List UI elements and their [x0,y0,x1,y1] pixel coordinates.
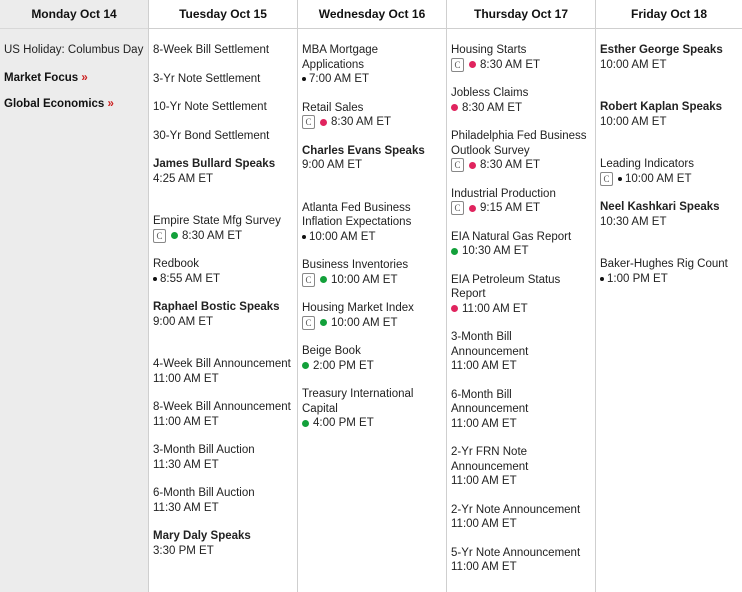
event-name[interactable]: Empire State Mfg Survey [153,215,281,227]
calendar-event[interactable] [451,43,591,72]
event-name[interactable]: James Bullard Speaks [153,158,276,170]
calendar-event[interactable] [153,214,293,243]
global-economics-link[interactable]: Global Economics » [4,97,114,110]
calendar-event[interactable] [302,144,442,173]
event-time-row [302,115,442,130]
event-name[interactable]: Baker-Hughes Rig Count [600,258,728,270]
calendar-event[interactable] [600,157,738,186]
calendar-event[interactable] [153,72,293,87]
event-time: 11:00 AM ET [462,302,528,315]
event-time: 11:00 AM ET [153,415,219,428]
event-time-row [153,172,293,187]
calendar-event[interactable] [302,201,442,245]
event-name[interactable]: 3-Month Bill Auction [153,444,255,456]
consensus-icon[interactable]: C [302,316,315,330]
day-column-wednesday [298,0,447,592]
event-time: 11:00 AM ET [451,475,517,487]
event-time-row [600,115,738,130]
red-dot-icon [451,305,458,312]
event-time-row [302,72,442,87]
calendar-event[interactable] [153,486,293,515]
event-time: 10:00 AM ET [309,230,376,243]
event-time: 8:30 AM ET [331,116,392,128]
event-time-row [302,416,442,431]
event-time: 10:00 AM ET [331,316,398,329]
event-time: 11:00 AM ET [451,417,517,430]
black-dot-icon [600,277,604,281]
consensus-icon[interactable]: C [153,229,166,243]
event-time-row [451,417,591,432]
event-time-row [302,230,442,245]
event-time: 1:00 PM ET [607,272,668,285]
green-dot-icon [320,319,327,326]
event-name[interactable]: 6-Month Bill Announcement [451,388,529,415]
calendar-event[interactable] [153,529,293,558]
event-time: 11:30 AM ET [153,501,219,514]
calendar-event[interactable] [600,257,738,286]
event-time-row [302,316,442,331]
event-time: 9:00 AM ET [302,159,363,171]
event-name[interactable]: 30-Yr Bond Settlement [153,129,270,142]
calendar-event[interactable] [153,100,293,115]
calendar-event[interactable] [451,129,591,173]
chevron-right-icon: » [81,71,88,84]
event-name[interactable]: MBA Mortgage Applications [302,44,379,71]
event-time-row [153,544,293,559]
event-name[interactable]: 2-Yr FRN Note Announcement [451,446,529,473]
event-name[interactable]: Charles Evans Speaks [302,144,425,157]
event-time: 8:30 AM ET [480,159,541,171]
calendar-event[interactable] [153,257,293,286]
event-name[interactable]: Housing Starts [451,44,527,56]
event-name[interactable]: 8-Week Bill Announcement [153,401,291,413]
event-name[interactable]: Robert Kaplan Speaks [600,101,723,113]
event-time-row [153,458,293,473]
consensus-icon[interactable]: C [302,115,315,129]
calendar-event[interactable] [600,43,738,72]
day-column-monday [0,0,149,592]
event-time-row [153,229,293,244]
event-time: 8:30 AM ET [182,229,243,242]
calendar-event[interactable] [451,445,591,489]
event-name[interactable]: Redbook [153,258,200,270]
event-time: 10:00 AM ET [600,58,667,71]
red-dot-icon [320,119,327,126]
calendar-event[interactable] [451,330,591,374]
event-time-row [600,272,738,287]
calendar-event[interactable] [302,301,442,330]
event-time-row [451,359,591,374]
event-time: 10:30 AM ET [600,215,667,228]
green-dot-icon [171,232,178,239]
event-time: 8:55 AM ET [160,272,221,285]
event-time-row [153,372,293,387]
event-time-row [153,272,293,287]
event-name[interactable]: 4-Week Bill Announcement [153,358,291,370]
day-header: Friday Oct 18 [596,0,742,29]
calendar-event[interactable] [600,200,738,229]
event-time-row [302,273,442,288]
calendar-event[interactable] [302,387,442,431]
calendar-event[interactable] [153,129,293,144]
consensus-icon[interactable]: C [451,201,464,215]
event-time: 9:00 AM ET [153,315,214,328]
event-time-row [153,501,293,516]
calendar-event[interactable] [302,344,442,373]
event-name[interactable]: Business Inventories [302,259,409,271]
calendar-event[interactable] [153,157,293,186]
event-time-row [451,158,591,173]
event-name[interactable]: Housing Market Index [302,302,414,314]
event-time: 11:30 AM ET [153,458,219,471]
holiday-note: US Holiday: Columbus Day [4,44,144,56]
event-name[interactable]: 5-Yr Note Announcement [451,546,581,559]
day-header: Monday Oct 14 [0,0,148,29]
event-time-row [451,101,591,116]
event-name[interactable]: 8-Week Bill Settlement [153,44,270,56]
calendar-event[interactable] [451,86,591,115]
event-time: 8:30 AM ET [480,58,541,71]
event-time-row [302,359,442,374]
event-name[interactable]: Neel Kashkari Speaks [600,201,720,213]
calendar-event[interactable] [600,100,738,129]
event-time: 11:00 AM ET [451,561,517,573]
black-dot-icon [302,77,306,81]
event-time-row [153,315,293,330]
event-name[interactable]: 6-Month Bill Auction [153,487,255,499]
event-time: 4:00 PM ET [313,417,374,429]
event-time-row [451,560,591,575]
event-name[interactable]: Retail Sales [302,101,364,114]
calendar-event[interactable] [153,43,293,58]
event-time-row [451,244,591,259]
day-header: Thursday Oct 17 [447,0,595,29]
event-time: 11:00 AM ET [451,518,517,530]
event-time-row [451,58,591,73]
day-column-tuesday [149,0,298,592]
event-time-row [451,302,591,317]
red-dot-icon [451,104,458,111]
calendar-event[interactable] [451,187,591,216]
event-time: 11:00 AM ET [153,372,219,385]
red-dot-icon [469,61,476,68]
black-dot-icon [618,177,622,181]
black-dot-icon [302,235,306,239]
day-header: Tuesday Oct 15 [149,0,297,29]
event-time-row [600,172,738,187]
event-name[interactable]: Beige Book [302,345,361,357]
consensus-icon[interactable]: C [451,58,464,72]
day-column-friday [596,0,742,592]
event-name[interactable]: EIA Natural Gas Report [451,230,572,243]
consensus-icon[interactable]: C [302,273,315,287]
event-name[interactable]: EIA Petroleum Status Report [451,273,561,300]
event-name[interactable]: Philadelphia Fed Business Outlook Survey [451,130,587,157]
day-column-thursday [447,0,596,592]
event-time: 10:00 AM ET [600,115,667,128]
event-time: 7:00 AM ET [309,73,370,85]
chevron-right-icon: » [107,97,114,110]
calendar-event[interactable] [153,300,293,329]
red-dot-icon [469,162,476,169]
green-dot-icon [320,276,327,283]
calendar-event[interactable] [153,357,293,386]
calendar-event[interactable] [451,230,591,259]
event-time: 3:30 PM ET [153,544,214,557]
event-name[interactable]: Esther George Speaks [600,44,723,56]
consensus-icon[interactable]: C [600,172,613,186]
event-time: 2:00 PM ET [313,359,374,372]
calendar-event[interactable] [451,388,591,432]
event-time-row [302,158,442,173]
green-dot-icon [302,362,309,369]
event-name[interactable]: 3-Month Bill Announcement [451,331,529,358]
event-name[interactable]: 3-Yr Note Settlement [153,72,261,85]
event-time: 9:15 AM ET [480,202,541,214]
event-name[interactable]: Mary Daly Speaks [153,530,251,542]
event-time: 10:30 AM ET [462,245,529,257]
calendar-event[interactable] [302,101,442,130]
event-time: 8:30 AM ET [462,101,523,114]
calendar-event[interactable] [302,258,442,287]
event-time: 11:00 AM ET [451,360,517,372]
event-time: 10:00 AM ET [331,273,398,286]
event-time: 4:25 AM ET [153,172,214,185]
green-dot-icon [302,420,309,427]
event-name[interactable]: Leading Indicators [600,158,694,170]
event-name[interactable]: Jobless Claims [451,87,529,99]
event-name[interactable]: 10-Yr Note Settlement [153,101,267,113]
event-name[interactable]: Raphael Bostic Speaks [153,301,280,313]
calendar-event[interactable] [153,443,293,472]
calendar-event[interactable] [451,503,591,532]
calendar-event[interactable] [302,43,442,87]
calendar-event[interactable] [451,273,591,317]
event-time: 10:00 AM ET [625,172,692,185]
event-time-row [600,215,738,230]
event-name[interactable]: Industrial Production [451,187,556,200]
consensus-icon[interactable]: C [451,158,464,172]
event-time-row [153,415,293,430]
market-focus-link[interactable]: Market Focus » [4,71,88,84]
event-time-row [451,517,591,532]
day-header: Wednesday Oct 16 [298,0,446,29]
event-name[interactable]: Treasury International Capital [302,388,414,415]
calendar-event[interactable] [153,400,293,429]
event-name[interactable]: 2-Yr Note Announcement [451,503,581,516]
event-time-row [451,474,591,489]
black-dot-icon [153,277,157,281]
green-dot-icon [451,248,458,255]
event-time-row [451,201,591,216]
calendar-event[interactable] [451,546,591,575]
event-time-row [600,58,738,73]
red-dot-icon [469,205,476,212]
event-name[interactable]: Atlanta Fed Business Inflation Expectations [302,201,412,228]
